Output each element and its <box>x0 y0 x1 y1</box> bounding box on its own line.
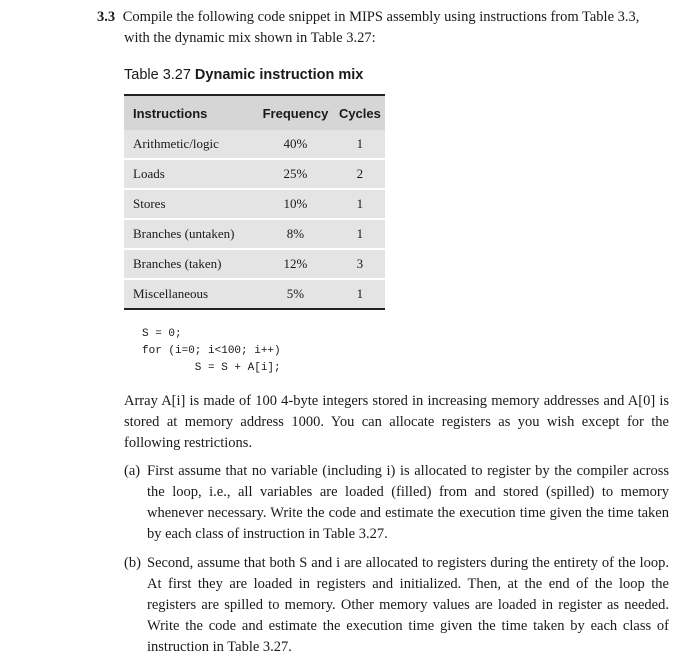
instruction-cell: Branches (untaken) <box>124 219 256 249</box>
part-b-label: (b) <box>124 555 141 571</box>
table-row <box>124 219 385 249</box>
code-line: S = S + A[i]; <box>142 362 281 374</box>
cycles-cell: 1 <box>335 130 385 159</box>
instruction-cell: Miscellaneous <box>124 279 256 309</box>
problem-line-2: with the dynamic mix shown in Table 3.27: <box>124 30 376 46</box>
column-header-instructions: Instructions <box>124 95 256 130</box>
part-a-label: (a) <box>124 463 141 479</box>
instruction-cell: Stores <box>124 189 256 219</box>
code-line: for (i=0; i<100; i++) <box>142 345 281 357</box>
part-a <box>124 461 669 545</box>
frequency-cell: 5% <box>256 279 335 309</box>
table-row <box>124 249 385 279</box>
frequency-cell: 10% <box>256 189 335 219</box>
table-row <box>124 130 385 159</box>
table-row <box>124 279 385 309</box>
part-a-text: First assume that no variable (including i) is allocated to register by the compiler across the loop, i.e., all variables are loaded (filled) from and stored (spilled) to memory whenever necessary. Write the code and estimate the execution time given the time taken by each class of instruction in Table 3.27. <box>147 463 669 542</box>
cycles-cell: 2 <box>335 159 385 189</box>
frequency-cell: 25% <box>256 159 335 189</box>
instruction-cell: Arithmetic/logic <box>124 130 256 159</box>
table-row <box>124 159 385 189</box>
table-row <box>124 189 385 219</box>
array-description-paragraph: Array A[i] is made of 100 4-byte integers stored in increasing memory addresses and A[0] is stored at memory address 1000. You can allocate registers as you wish except for the following restrictions. <box>124 393 669 451</box>
cycles-cell: 1 <box>335 279 385 309</box>
frequency-cell: 40% <box>256 130 335 159</box>
instruction-cell: Branches (taken) <box>124 249 256 279</box>
instruction-mix-table <box>124 94 385 310</box>
cycles-cell: 1 <box>335 189 385 219</box>
table-header-row <box>124 95 385 130</box>
problem-statement <box>97 7 677 49</box>
problem-number: 3.3 <box>97 9 116 25</box>
problem-line-1: Compile the following code snippet in MIPS assembly using instructions from Table 3.3, <box>122 9 640 25</box>
table-caption <box>124 67 363 83</box>
frequency-cell: 8% <box>256 219 335 249</box>
column-header-cycles: Cycles <box>335 95 385 130</box>
part-b-text: Second, assume that both S and i are allocated to registers during the entirety of the loop. At first they are loaded in registers and initialized. Then, at the end of the loop the registers are spilled to memory. Other memory values are loaded in register as needed. Write the code and estimate the execution time given the time taken by each class of instruction in Table 3.27. <box>147 555 669 655</box>
column-header-frequency: Frequency <box>256 95 335 130</box>
cycles-cell: 1 <box>335 219 385 249</box>
table-caption-number: Table 3.27 <box>124 67 191 83</box>
instruction-cell: Loads <box>124 159 256 189</box>
cycles-cell: 3 <box>335 249 385 279</box>
part-b <box>124 553 669 658</box>
code-line: S = 0; <box>142 328 182 340</box>
code-snippet <box>142 326 281 377</box>
frequency-cell: 12% <box>256 249 335 279</box>
table-caption-title: Dynamic instruction mix <box>194 67 364 83</box>
